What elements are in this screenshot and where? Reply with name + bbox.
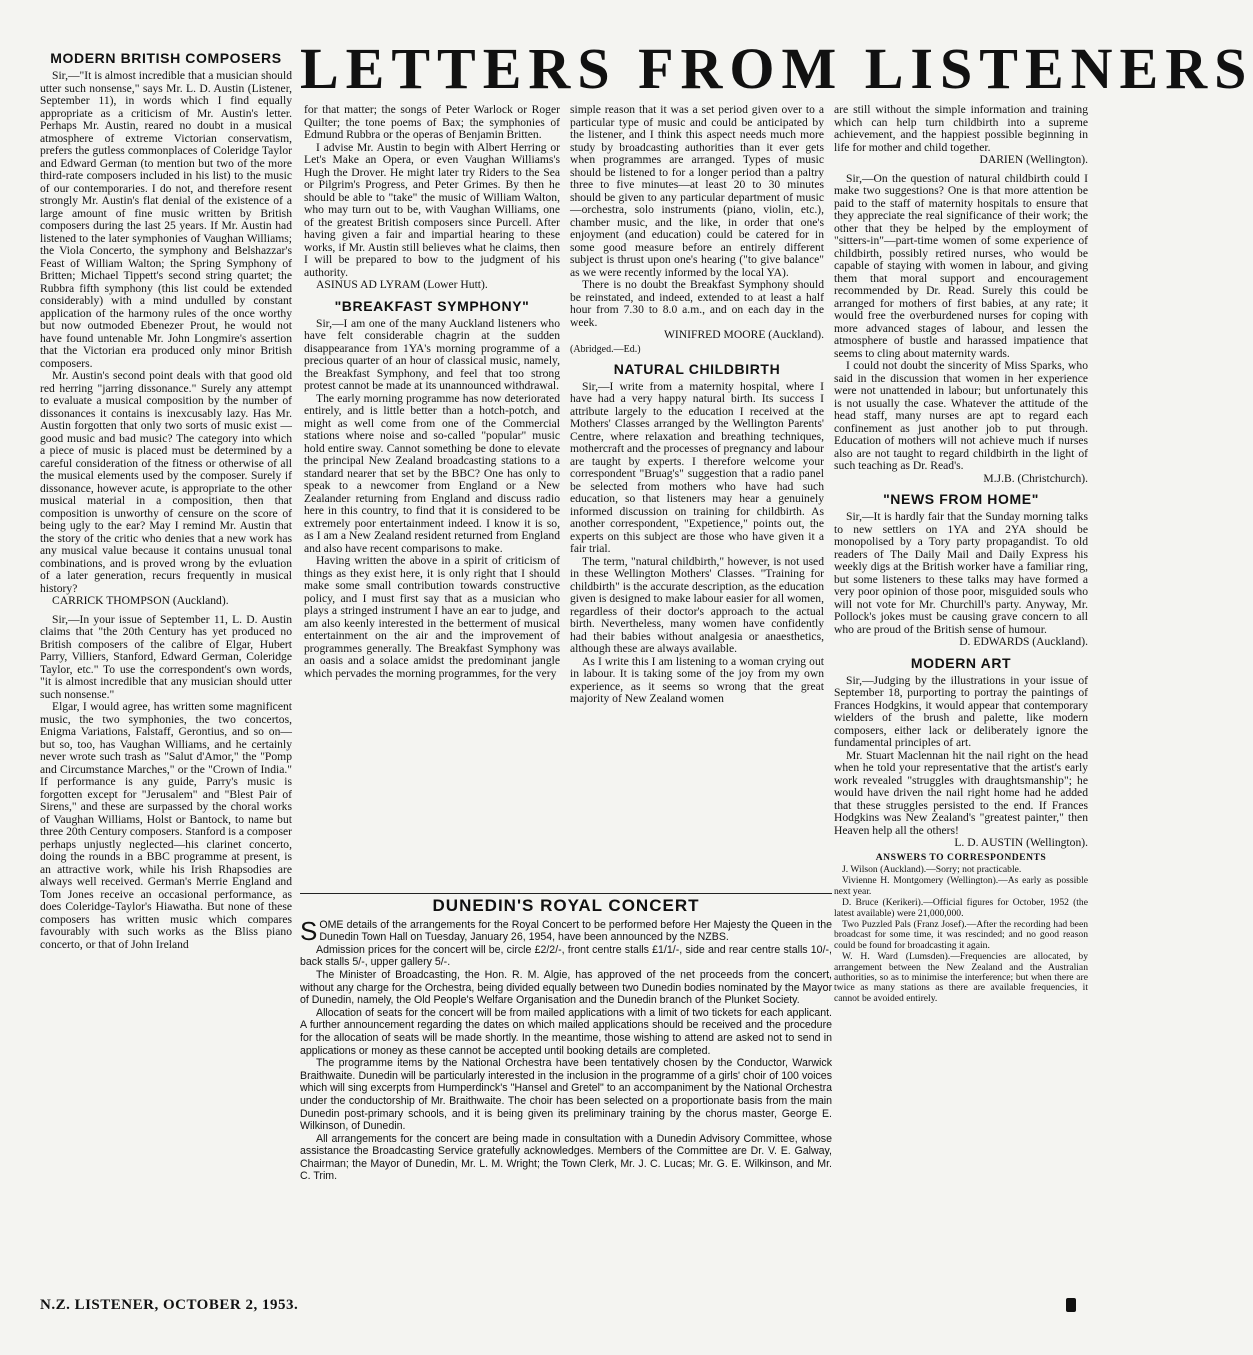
letter-paragraph: Sir,—Judging by the illustrations in your issue of September 18, purporting to portray the paintings of Frances Hodgkins, it would appear that contemporary wielders of the brush and palette, like modern composers, either lack or deliberately ignore the fundamental principles of art. [834,673,1088,749]
column-2 [304,104,560,884]
letter-paragraph: The early morning programme has now deteriorated entirely, and is little better than a hotch-potch, and might as well come from one of the Commercial stations where noise and so-called "popular" music hold entire sway. Cannot something be done to elevate the principal New Zealand broadcasting stations to a standard nearer that set by the BBC? One has only to speak to a newcomer from England or a New Zealander returning from England and discuss radio here in this country, to find that it is considered to be extremely poor entertainment indeed. I know it is so, as I am a New Zealand resident returned from England and also have recent comparisons to make. [304,391,560,555]
concert-paragraph [300,915,832,946]
heading-modern-art: MODERN ART [910,654,1012,671]
column-4 [834,104,1088,1292]
letter-paragraph: Sir,—It is hardly fair that the Sunday morning talks to new settlers on 1YA and 2YA should be monopolised by a Tory party propagandist. To old readers of The Daily Mail and Daily Express his weekly digs at the British worker have a familiar ring, but some listeners to these talks may have formed a very poor opinion of those poor, misguided souls who will not vote for Mr. Churchill's party. Anyway, Mr. Pollock's jokes must be causing grave concern to all who are proud of the British sense of humour. [834,510,1088,636]
letter-paragraph: Sir,—I am one of the many Auckland listeners who have felt considerable chagrin at the sudden disappearance from 1YA's morning programme of a precious quarter of an hour of classical music, namely, the Breakfast Symphony, and feel that too strong protest cannot be made at its unannounced withdrawal. [304,316,560,392]
column-1 [40,50,292,1292]
concert-paragraph: The programme items by the National Orchestra have been tentatively chosen by the Conductor, Warwick Braithwaite. Dunedin will be particularly interested in the inclusion in the programme of a girls' choir of 100 voices which will sing excerpts from Humperdinck's "Hansel and Gretel" to an accompaniment by the National Orchestra under the conductorship of Mr. Braithwaite. The choir has been selected on a proportionate basis from the main Dunedin post-primary schools, and it is being given its preliminary training by the chorus master, George E. Wilkinson, of Dunedin. [300,1057,832,1133]
letter-signature: D. EDWARDS (Auckland). [959,635,1088,648]
page-footer: N.Z. LISTENER, OCTOBER 2, 1953. [40,1297,299,1313]
letter-paragraph: Sir,—In your issue of September 11, L. D. Austin claims that "the 20th Century has yet produced no British composers of the calibre of Elgar, Hubert Parry, Villiers, Stanford, Edward German, Coleridge Taylor, etc." To use the correspondent's own words, "it is almost incredible that any musician should utter such nonsense." [40,612,292,701]
letter-paragraph: Having written the above in a spirit of criticism of things as they exist here, it is only right that I should make some small contribution towards constructive policy, and I must first say that as a musician who plays a stringed instrument I have an ear to judge, and am also keenly interested in the betterment of musical entertainment on the air and the improvement of programmes generally. The Breakfast Symphony was an oasis and a solace amidst the predominant jangle which pervades the morning programmes, for the very [304,554,560,680]
heading-modern-british-composers: MODERN BRITISH COMPOSERS [50,50,282,66]
concert-paragraph: The Minister of Broadcasting, the Hon. R. M. Algie, has approved of the net proceeds from the concert, without any charge for the Orchestra, being divided equally between two Dunedin bodies nominated by the Mayor of Dunedin, namely, the Old People's Welfare Organisation and the Dunedin branch of the Plunket Society. [300,968,832,1007]
editor-note: (Abridged.—Ed.) [570,343,641,355]
answer-item: W. H. Ward (Lumsden).—Frequencies are allocated, by arrangement between the New Zealand and the Australian authorities, so as to minimise the interference; but when there are twice as many stations as there are available frequencies, it cannot be avoided entirely. [834,951,1088,1004]
letter-paragraph: for that matter; the songs of Peter Warlock or Roger Quilter; the tone poems of Bax; the symphonies of Edmund Rubbra or the operas of Benjamin Britten. [304,103,560,141]
letter-paragraph: There is no doubt the Breakfast Symphony should be reinstated, and indeed, extended to at least a half hour from 7.30 to 8.0 a.m., and on each day in the week. [570,278,824,329]
letter-signature: WINIFRED MOORE (Auckland). [663,328,824,341]
letter-paragraph: I advise Mr. Austin to begin with Albert Herring or Let's Make an Opera, or even Vaughan Williams's Hugh the Drover. He might later try Riders to the Sea or Pilgrim's Progress, and Peter Grimes. By then he should be able to "take" the music of William Walton, who may turn out to be, with Vaughan Williams, one of the greatest British composers since Purcell. After having given a fair and impartial hearing to these works, if Mr. Austin still believes what he claims, then I will be prepared to bow to the judgment of his authority. [304,140,560,279]
answer-item: Vivienne H. Montgomery (Wellington).—As early as possible next year. [834,875,1088,897]
answer-item: D. Bruce (Kerikeri).—Official figures for October, 1952 (the latest available) were 21,000,000. [834,897,1088,919]
letter-signature: L. D. AUSTIN (Wellington). [954,836,1088,849]
answer-item: J. Wilson (Auckland).—Sorry; not practicable. [842,863,1022,875]
letter-paragraph: Sir,—On the question of natural childbirth could I make two suggestions? One is that more attention be paid to the staff of maternity hospitals to ensure that they appreciate the real significance of their work; the other that they be helped by the employment of "sitters-in"—part-time women of some experience of childbirth, possibly retired nurses, who would be capable of staying with women in labour, and giving them that moral support and encouragement recommended by Dr. Read. Surely this could be arranged for mothers of first babies, at any rate; it would free the overburdened nurses for coping with more advanced stages of labour, and lessen the atmosphere of bustle and harassed impatience that seems to cling about maternity wards. [834,171,1088,360]
letter-signature: M.J.B. (Christchurch). [983,471,1088,485]
letter-paragraph: Sir,—"It is almost incredible that a musician should utter such nonsense," says Mr. L. D. Austin (Listener, September 11), in words which I find equally appropriate as a criticism of Mr. Austin's letter. Perhaps Mr. Austin, reared no doubt in a musical atmosphere of extreme Victorian conservatism, prefers the gutless commonplaces of Coleridge Taylor and Edward German (to mention but two of the more third-rate composers included in his list) to the music of our contemporaries. I do not, and therefore resent strongly Mr. Austin's flat denial of the existence of a large amount of fine music written by British composers during the last 25 years. If Mr. Austin had listened to the later symphonies of Vaughan Williams; the Viola Concerto, the symphony and Belshazzar's Feast of William Walton; the Spring Symphony of Britten; Michael Tippett's second string quartet; the Rubbra fifth symphony (this list could be extended considerably) with a mind undulled by constant application of the harmony rules of the once worthy but now outmoded Ebenezer Prout, he would not have found untenable Mr. John Longmire's assertion that the Victorian era produced only minor British composers. [40,69,292,370]
page-corner-mark [1066,1298,1076,1312]
answers-title: ANSWERS TO CORRESPONDENTS [875,851,1047,863]
letter-paragraph: I could not doubt the sincerity of Miss Sparks, who said in the discussion that women in her experience were not unattended in labour; but unfortunately this is not usually the case. Whatever the attitude of the head staff, many nurses are apt to regard each confinement as just another job to put through. Education of mothers will not achieve much if nurses also are not taught to regard childbirth in the light of such teaching as Dr. Read's. [834,359,1088,472]
letter-paragraph: Mr. Austin's second point deals with that good old red herring "jarring dissonance." Surely any attempt to evaluate a musical composition by the number of dissonances it contains is inexcusably lazy. Has Mr. Austin forgotten that only two sorts of music exist — good music and bad music? The category into which a piece of music is placed must be determined by a careful consideration of the fitness or otherwise of all the musical elements used by the composer. Surely if dissonance, however acute, is appropriate to the other musical material in a composition, then that composition is unworthy of censure on the score of being ugly to the ear? May I remind Mr. Austin that the story of the critic who denies that a new work has any musical value because it contains unusual tonal combinations, and is proved wrong by the evluation of a later generation, recurs frequently in musical history? [40,369,292,595]
concert-paragraph: All arrangements for the concert are being made in consultation with a Dunedin Advisory Committee, whose assistance the Broadcasting Service gratefully acknowledges. Members of the Committee are Dr. V. E. Galway, Chairman; the Mayor of Dunedin, Mr. L. M. Wright; the Town Clerk, Mr. J. C. Lucas; Mr. G. E. Wilkinson, and Mr. C. Trim. [300,1132,832,1183]
answer-item: Two Puzzled Pals (Franz Josef).—After the recording had been broadcast for some time, it was rescinded; and no good reason could be found for broadcasting it again. [834,918,1088,951]
concert-title: DUNEDIN'S ROYAL CONCERT [432,896,700,915]
letter-paragraph: are still without the simple information and training which can help turn childbirth into a supreme achievement, and the happiest possible beginning in life for mother and child together. [834,103,1088,154]
heading-breakfast-symphony: "BREAKFAST SYMPHONY" [334,297,530,314]
letter-paragraph: The term, "natural childbirth," however, is not used in these Wellington Mothers' Classes. "Training for childbirth" is the accurate description, as the education given is designed to make labour easier for all women, regardless of their doctor's approach to the actual birth. Nevertheless, many women have confidently had their babies without analgesia or anaesthetics, although these are always available. [570,554,824,655]
heading-natural-childbirth: NATURAL CHILDBIRTH [613,360,781,377]
concert-paragraph: Allocation of seats for the concert will be from mailed applications with a limit of two tickets for each applicant. A further announcement regarding the dates on which mailed applications should be received and the procedure for the allocation of seats will be made shortly. In the meantime, those wishing to attend are asked not to send in applications or money as these cannot be accepted until booking details are completed. [300,1006,832,1057]
concert-paragraph-text: OME details of the arrangements for the Royal Concert to be performed before Her Majesty the Queen in the Dunedin Town Hall on Tuesday, January 26, 1954, have been announced by the NZBS. [319,918,832,944]
column-3 [570,104,824,884]
page-masthead: LETTERS FROM LISTENERS [300,36,1253,101]
answers-to-correspondents [834,853,1088,1005]
letter-signature: DARIEN (Wellington). [979,153,1088,166]
letter-signature: ASINUS AD LYRAM (Lower Hutt). [316,278,488,291]
letter-paragraph: As I write this I am listening to a woman crying out in labour. It is taking some of the joy from my own experience, as it seems so wrong that the great majority of New Zealand women [570,654,824,705]
letter-paragraph: Mr. Stuart Maclennan hit the nail right on the head when he told your representative that the artist's early work revealed "struggles with draughtsmanship"; he would have driven the nail right home had he added that these struggles persisted to the end. If Frances Hodgkins was New Zealand's "greatest painter," then Heaven help all the others! [834,748,1088,837]
letter-paragraph: Elgar, I would agree, has written some magnificent music, the two symphonies, the two concertos, Enigma Variations, Falstaff, Gerontius, and so on—but so, too, has Vaughan Williams, and he certainly never wrote such trash as "Salut d'Amor," the "Pomp and Circumstance Marches," or the "Crown of India." If performance is any guide, Parry's music is forgotten except for "Jerusalem" and "Blest Pair of Sirens," and these are surpassed by the choral works of Vaughan Williams, Holst or Bantock, to name but three 20th Century composers. Stanford is a composer perhaps unjustly neglected—his clarinet concerto, doing the rounds in a BBC programme at present, is an attractive work, while his Irish Rhapsodies are always well received. German's Merrie England and Tom Jones receive an occasional performance, as does Coleridge-Taylor's Hiawatha. But none of these composers has written music which compares favourably with such works as the Bliss piano concerto, or that of John Ireland [40,700,292,951]
drop-cap: S [300,915,318,946]
heading-news-from-home: "NEWS FROM HOME" [883,491,1039,507]
letter-paragraph: simple reason that it was a set period given over to a particular type of music and could be anticipated by the listener, and I think this aspect needs much more study by broadcasting authorities than it ever gets when programmes are arranged. Types of music should be listened to for a longer period than a paltry three to five minutes—at least 20 to 30 minutes should be given to any particular department of music—orchestra, solo instruments (piano, violin, etc.), chamber music, and the like, in order that one's enjoyment (and education) could be catered for in some good measure before an entirely different subject is thrust upon one's hearing ("to give balance" as we were recently informed by the local YA). [570,103,824,279]
concert-paragraph: Admission prices for the concert will be, circle £2/2/-, front centre stalls £1/1/-, side and rear centre stalls 10/-, back stalls 5/-, upper gallery 5/-. [300,943,832,969]
dunedin-concert-article [300,893,832,1314]
letter-signature: CARRICK THOMPSON (Auckland). [52,594,229,607]
letter-paragraph: Sir,—I write from a maternity hospital, where I have had a very happy natural birth. Its success I attribute largely to the education I received at the Mothers' Classes arranged by the Wellington Parents' Centre, where relaxation and breathing techniques, mothercraft and the processes of pregnancy and labour are taught by experts. I therefore welcome your correspondent "Bruag's" suggestion that a radio panel be selected from mothers who have had such education, so that listeners may hear a genuinely informed discussion on training for childbirth. As another correspondent, "Expetience," points out, the experts on this subject are those who have given it a fair trial. [570,379,824,555]
